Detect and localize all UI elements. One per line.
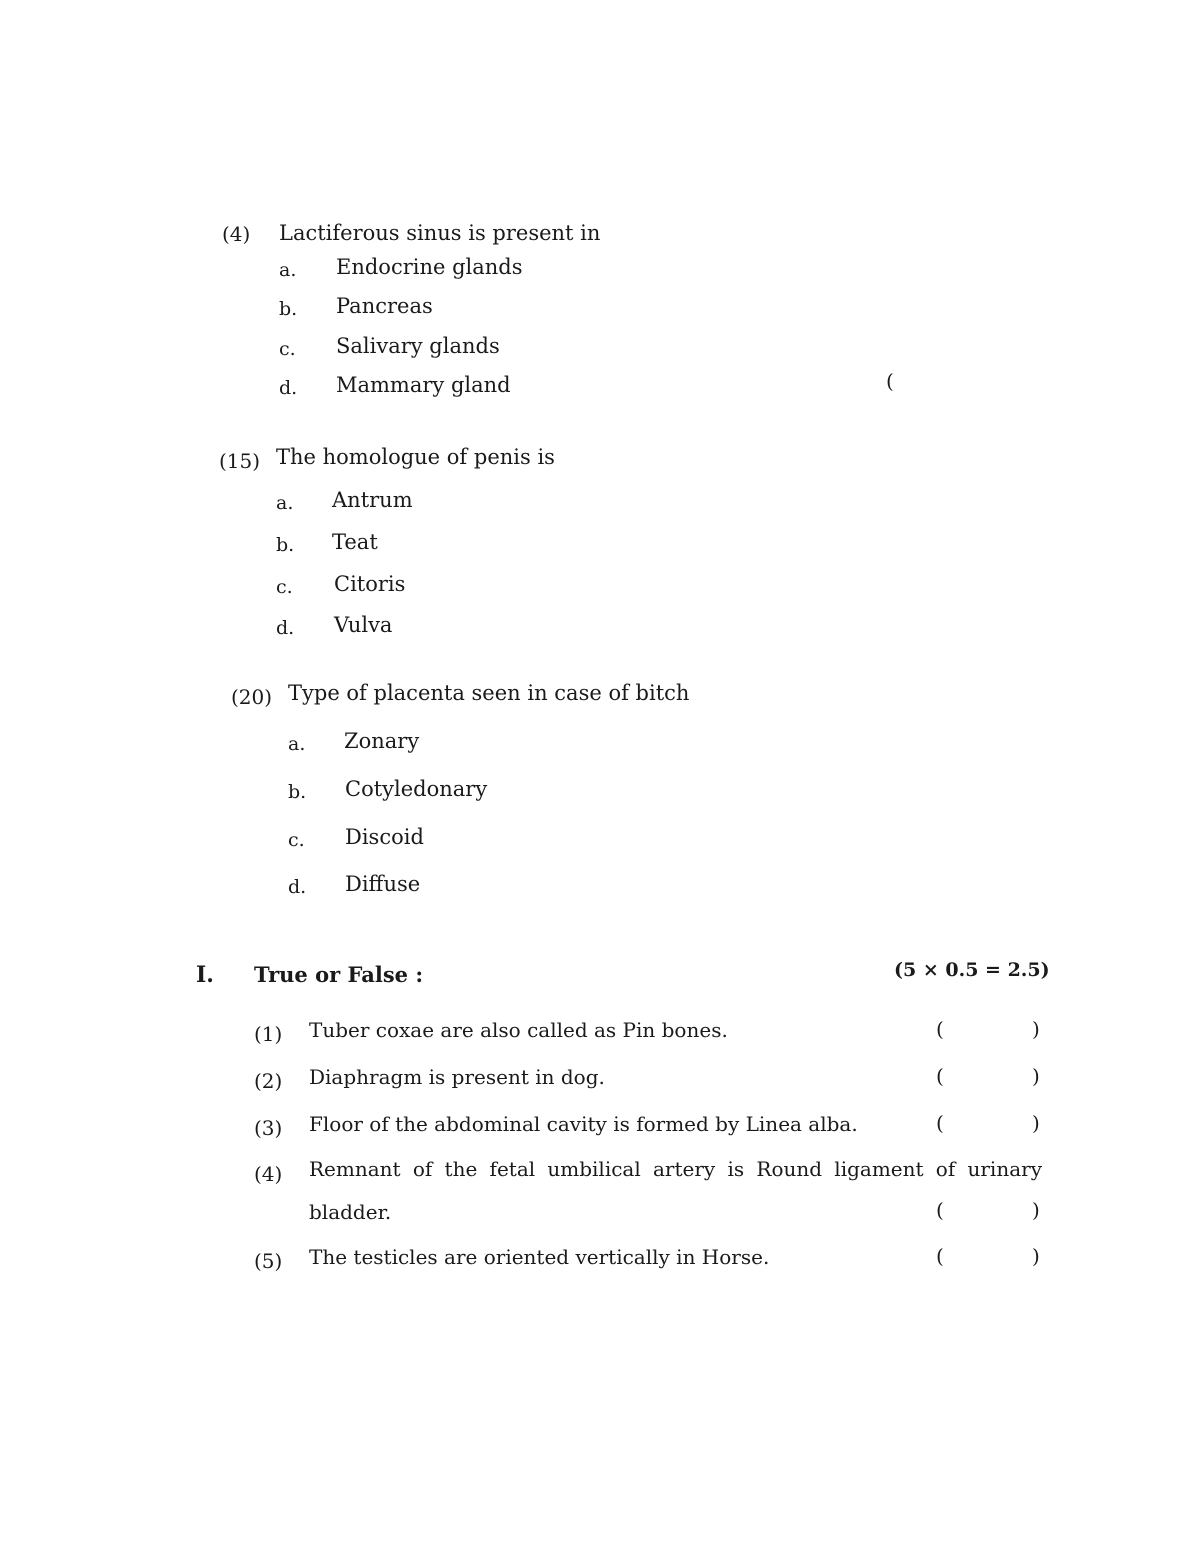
option-letter: d.	[279, 377, 298, 399]
answer-bracket: (	[886, 369, 894, 393]
option-text: Diffuse	[345, 872, 421, 896]
question-text: Type of placenta seen in case of bitch	[288, 681, 690, 705]
question-text: Lactiferous sinus is present in	[279, 221, 601, 245]
answer-open-bracket: (	[936, 1111, 944, 1135]
option-text: Discoid	[345, 825, 424, 849]
answer-close-bracket: )	[1032, 1064, 1040, 1088]
option-text: Pancreas	[336, 294, 433, 318]
option-letter: c.	[276, 576, 293, 598]
answer-open-bracket: (	[936, 1244, 944, 1268]
tf-item-number: (1)	[254, 1022, 283, 1046]
tf-item-number: (2)	[254, 1069, 283, 1093]
option-letter: a.	[288, 733, 306, 755]
answer-close-bracket: )	[1032, 1198, 1040, 1222]
section-title: True or False :	[254, 962, 424, 987]
option-text: Citoris	[334, 572, 406, 596]
tf-item-number: (4)	[254, 1162, 283, 1186]
option-letter: d.	[288, 876, 307, 898]
option-text: Cotyledonary	[345, 777, 488, 801]
section-marks: (5 × 0.5 = 2.5)	[894, 959, 1050, 981]
question-number: (15)	[219, 449, 261, 473]
answer-close-bracket: )	[1032, 1111, 1040, 1135]
option-letter: c.	[279, 338, 296, 360]
tf-item-number: (3)	[254, 1116, 283, 1140]
option-text: Teat	[332, 530, 378, 554]
option-letter: b.	[288, 781, 307, 803]
option-text: Antrum	[332, 488, 413, 512]
tf-item-text: Floor of the abdominal cavity is formed by Linea alba.	[309, 1112, 858, 1136]
tf-item-text-line2: bladder.	[309, 1200, 392, 1224]
answer-open-bracket: (	[936, 1017, 944, 1041]
option-text: Endocrine glands	[336, 255, 523, 279]
option-text: Mammary gland	[336, 373, 511, 397]
option-letter: b.	[276, 534, 295, 556]
question-number: (4)	[222, 222, 251, 246]
tf-item-number: (5)	[254, 1249, 283, 1273]
tf-item-text: Diaphragm is present in dog.	[309, 1065, 605, 1089]
question-text: The homologue of penis is	[276, 445, 555, 469]
answer-open-bracket: (	[936, 1198, 944, 1222]
answer-close-bracket: )	[1032, 1017, 1040, 1041]
option-text: Salivary glands	[336, 334, 500, 358]
option-letter: a.	[279, 259, 297, 281]
section-number: I.	[196, 962, 214, 988]
answer-open-bracket: (	[936, 1064, 944, 1088]
tf-item-text: The testicles are oriented vertically in Horse.	[309, 1245, 770, 1269]
tf-item-text-line1: Remnant of the fetal umbilical artery is Round ligament of urinary	[309, 1157, 1042, 1181]
option-text: Zonary	[344, 729, 420, 753]
option-letter: b.	[279, 298, 298, 320]
option-text: Vulva	[334, 613, 393, 637]
tf-item-text: Tuber coxae are also called as Pin bones.	[309, 1018, 728, 1042]
option-letter: a.	[276, 492, 294, 514]
option-letter: c.	[288, 829, 305, 851]
answer-close-bracket: )	[1032, 1244, 1040, 1268]
option-letter: d.	[276, 617, 295, 639]
question-number: (20)	[231, 685, 273, 709]
